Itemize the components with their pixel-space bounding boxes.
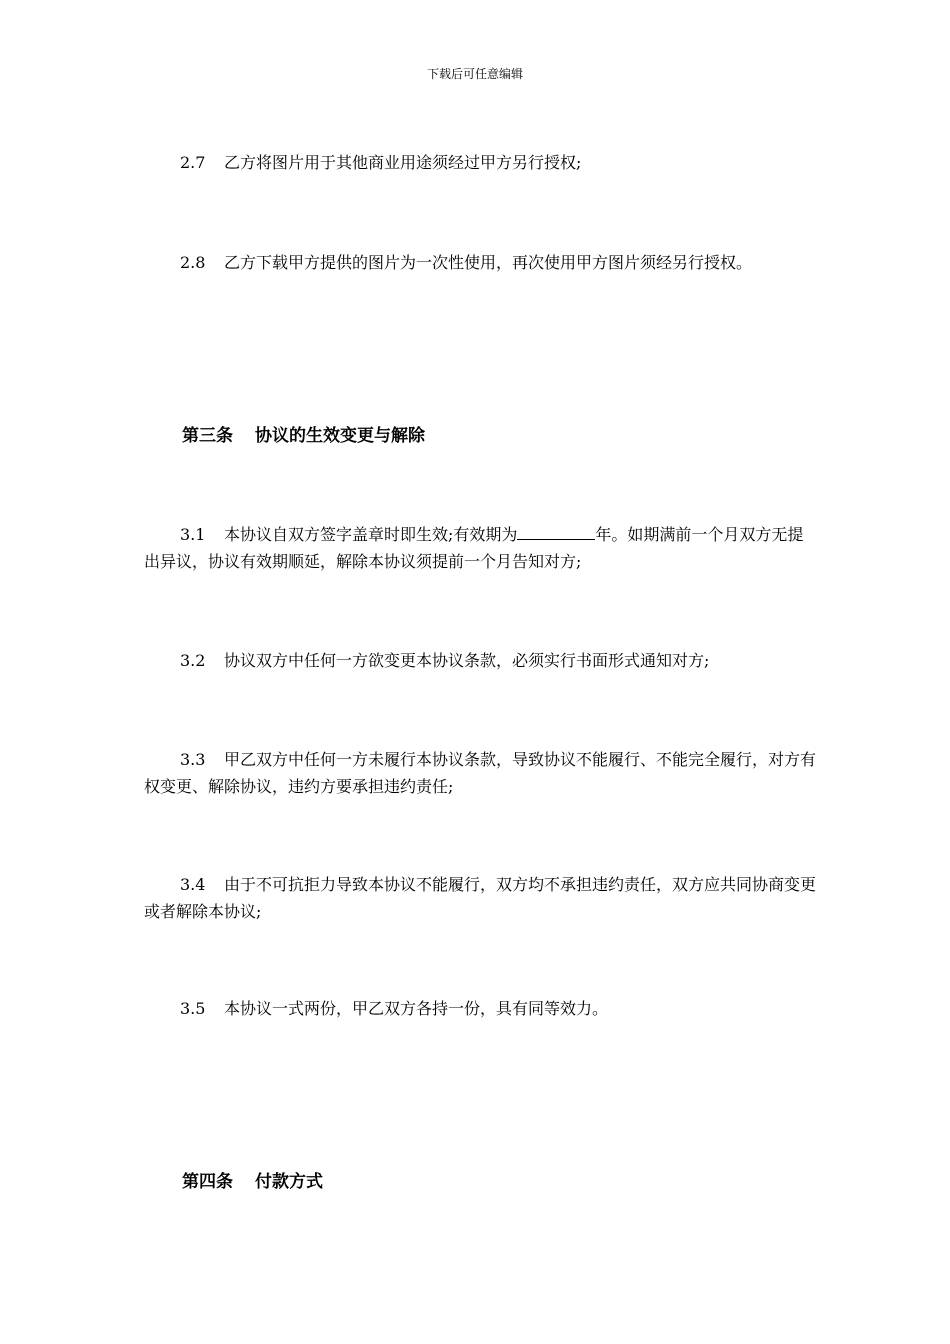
clause-text: 本协议一式两份，甲乙双方各持一份，具有同等效力。 xyxy=(224,999,609,1018)
clause-text: 甲乙双方中任何一方未履行本协议条款，导致协议不能履行、不能完全履行，对方有权变更、解除协议，违约方要承担违约责任; xyxy=(144,750,817,796)
section-heading-4 xyxy=(182,1171,323,1193)
clause-3-3 xyxy=(144,746,816,800)
clause-3-4 xyxy=(144,871,816,925)
clause-text: 乙方将图片用于其他商业用途须经过甲方另行授权; xyxy=(224,153,582,172)
clause-text: 乙方下载甲方提供的图片为一次性使用，再次使用甲方图片须经另行授权。 xyxy=(224,253,753,272)
clause-text: 协议双方中任何一方欲变更本协议条款，必须实行书面形式通知对方; xyxy=(224,651,710,670)
clause-3-5 xyxy=(144,995,816,1022)
clause-text: 由于不可抗拒力导致本协议不能履行，双方均不承担违约责任，双方应共同协商变更或者解除本协议; xyxy=(144,875,817,921)
clause-number: 3.4 xyxy=(180,875,206,894)
section-title: 协议的生效变更与解除 xyxy=(255,426,425,446)
blank-fill-field xyxy=(517,523,595,540)
clause-number: 2.8 xyxy=(180,253,206,272)
clause-number: 3.3 xyxy=(180,750,206,769)
section-label: 第四条 xyxy=(182,1172,233,1192)
clause-number: 3.2 xyxy=(180,651,206,670)
clause-2-7 xyxy=(144,149,816,176)
section-label: 第三条 xyxy=(182,426,233,446)
clause-3-1 xyxy=(144,521,816,575)
section-title: 付款方式 xyxy=(255,1172,323,1192)
clause-number: 3.1 xyxy=(180,525,206,544)
header-note: 下载后可任意编辑 xyxy=(426,67,523,81)
clause-number: 3.5 xyxy=(180,999,206,1018)
clause-2-8 xyxy=(144,249,816,276)
clause-text: 本协议自双方签字盖章时即生效;有效期为 xyxy=(224,525,518,544)
clause-text-continued: 年。如期满前一个月双方无提出异议，协议有效期顺延，解除本协议须提前一个月告知对方; xyxy=(144,525,804,571)
section-heading-3 xyxy=(182,425,425,447)
clause-3-2 xyxy=(144,647,816,674)
clause-number: 2.7 xyxy=(180,153,206,172)
